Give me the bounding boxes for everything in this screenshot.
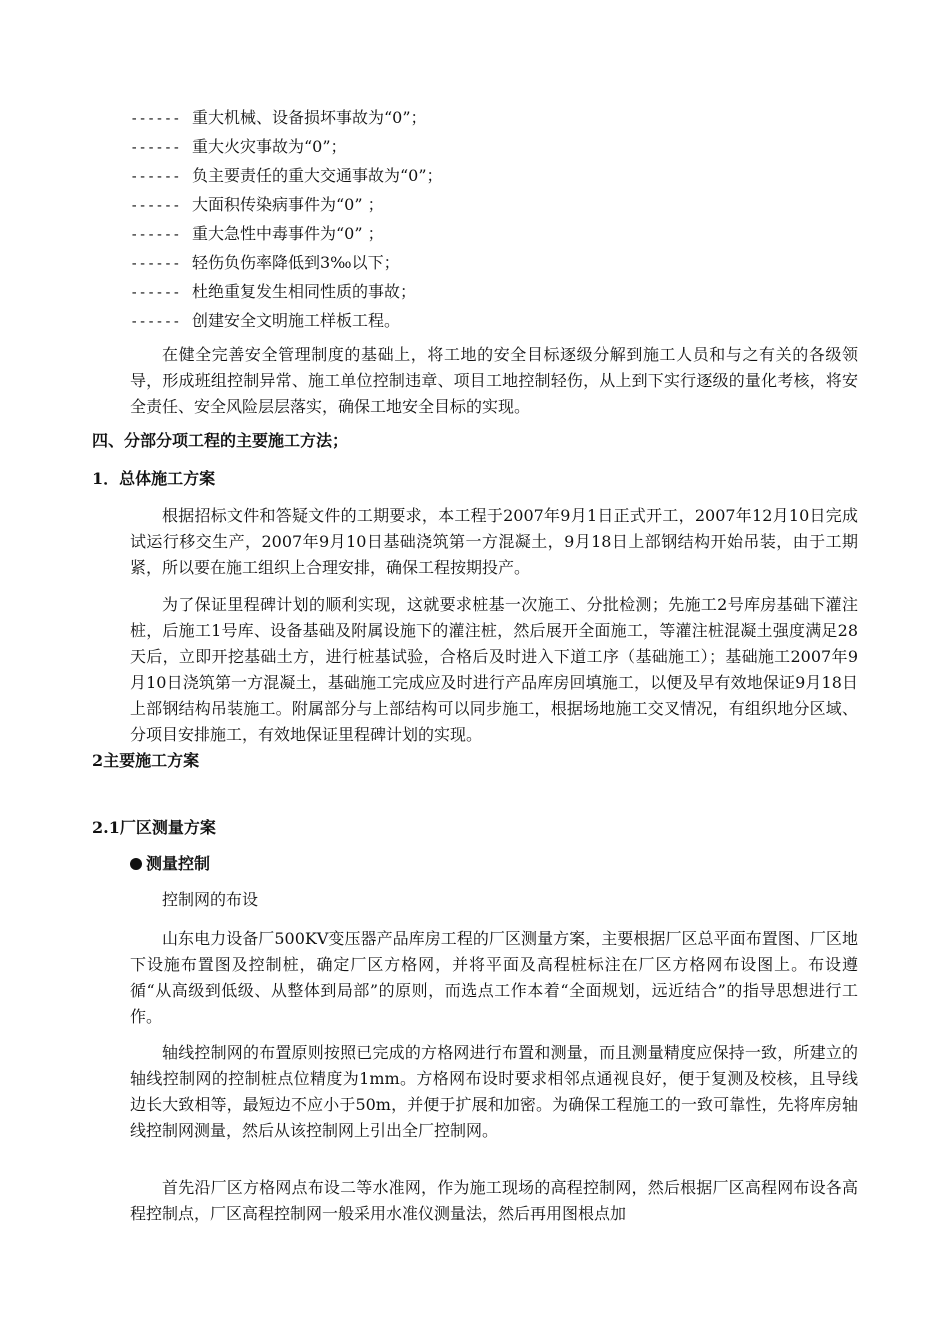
- safety-paragraph: 在健全完善安全管理制度的基础上，将工地的安全目标逐级分解到施工人员和与之有关的各级领导，形成班组控制异常、施工单位控制违章、项目工地控制轻伤，从上到下实行逐级的量化考核，将安全责任、安全风险层层落实，确保工地安全目标的实现。: [130, 345, 858, 416]
- bullet-heading-text: 测量控制: [146, 854, 211, 873]
- list-item-text: 轻伤负伤率降低到3‰以下；: [192, 253, 400, 272]
- subheading: 控制网的布设: [162, 890, 259, 909]
- bullet-heading: [130, 851, 210, 877]
- list-item-text: 重大急性中毒事件为“0” ；: [192, 224, 384, 243]
- list-item-text: 负主要责任的重大交通事故为“0”；: [192, 166, 443, 185]
- list-item: [130, 248, 890, 277]
- list-dash: ------: [130, 169, 181, 185]
- list-item-text: 重大火灾事故为“0”；: [192, 137, 347, 156]
- overall-paragraph-2: 为了保证里程碑计划的顺利实现，这就要求桩基一次施工、分批检测；先施工2号库房基础下灌注桩，后施工1号库、设备基础及附属设施下的灌注桩，然后展开全面施工，等灌注桩混凝土强度满足28天后，立即开挖基础土方，进行桩基试验，合格后及时进入下道工序（基础施工）；基础施工2007年9月10日浇筑第一方混凝土，基础施工完成应及时进行产品库房回填施工，以便及早有效地保证9月18日上部钢结构吊装施工。附属部分与上部结构可以同步施工，根据场地施工交叉情况，有组织地分区域、分项目安排施工，有效地保证里程碑计划的实现。: [130, 595, 858, 744]
- list-dash: ------: [130, 285, 181, 301]
- bullet-icon: [130, 858, 142, 870]
- section-2-1-heading: 2.1厂区测量方案: [92, 818, 216, 837]
- list-item: [130, 132, 890, 161]
- list-item-text: 创建安全文明施工样板工程。: [192, 311, 401, 330]
- survey-paragraph-3: 首先沿厂区方格网点布设二等水准网，作为施工现场的高程控制网，然后根据厂区高程网布设各高程控制点，厂区高程控制网一般采用水准仪测量法，然后再用图根点加: [130, 1178, 858, 1223]
- list-item-text: 重大机械、设备损坏事故为“0”；: [192, 108, 427, 127]
- list-dash: ------: [130, 140, 181, 156]
- list-dash: ------: [130, 314, 181, 330]
- list-item: [130, 190, 890, 219]
- survey-paragraph-1: 山东电力设备厂500KV变压器产品库房工程的厂区测量方案，主要根据厂区总平面布置图、厂区地下设施布置图及控制桩，确定厂区方格网，并将平面及高程桩标注在厂区方格网布设图上。布设遵循“从高级到低级、从整体到局部”的原则，而选点工作本着“全面规划，远近结合”的指导思想进行工作。: [130, 929, 858, 1026]
- safety-target-list: [130, 103, 890, 335]
- list-dash: ------: [130, 198, 181, 214]
- list-item: [130, 161, 890, 190]
- list-item: [130, 219, 890, 248]
- list-item: [130, 103, 890, 132]
- list-item: [130, 306, 890, 335]
- section-2-heading: 2主要施工方案: [92, 751, 200, 770]
- section-4-heading: 四、分部分项工程的主要施工方法；: [92, 431, 349, 450]
- list-item-text: 杜绝重复发生相同性质的事故；: [192, 282, 417, 301]
- list-dash: ------: [130, 256, 181, 272]
- list-item: [130, 277, 890, 306]
- survey-paragraph-2: 轴线控制网的布置原则按照已完成的方格网进行布置和测量，而且测量精度应保持一致，所建立的轴线控制网的控制桩点位精度为1mm。方格网布设时要求相邻点通视良好，便于复测及校核，且导线边长大致相等，最短边不应小于50m，并便于扩展和加密。为确保工程施工的一致可靠性，先将库房轴线控制网测量，然后从该控制网上引出全厂控制网。: [130, 1043, 858, 1140]
- list-dash: ------: [130, 227, 181, 243]
- list-item-text: 大面积传染病事件为“0” ；: [192, 195, 384, 214]
- list-dash: ------: [130, 111, 181, 127]
- overall-paragraph-1: 根据招标文件和答疑文件的工期要求，本工程于2007年9月1日正式开工，2007年12月10日完成试运行移交生产，2007年9月10日基础浇筑第一方混凝土，9月18日上部钢结构开始吊装，由于工期紧，所以要在施工组织上合理安排，确保工程按期投产。: [130, 506, 858, 577]
- section-1-heading: 1．总体施工方案: [92, 469, 216, 488]
